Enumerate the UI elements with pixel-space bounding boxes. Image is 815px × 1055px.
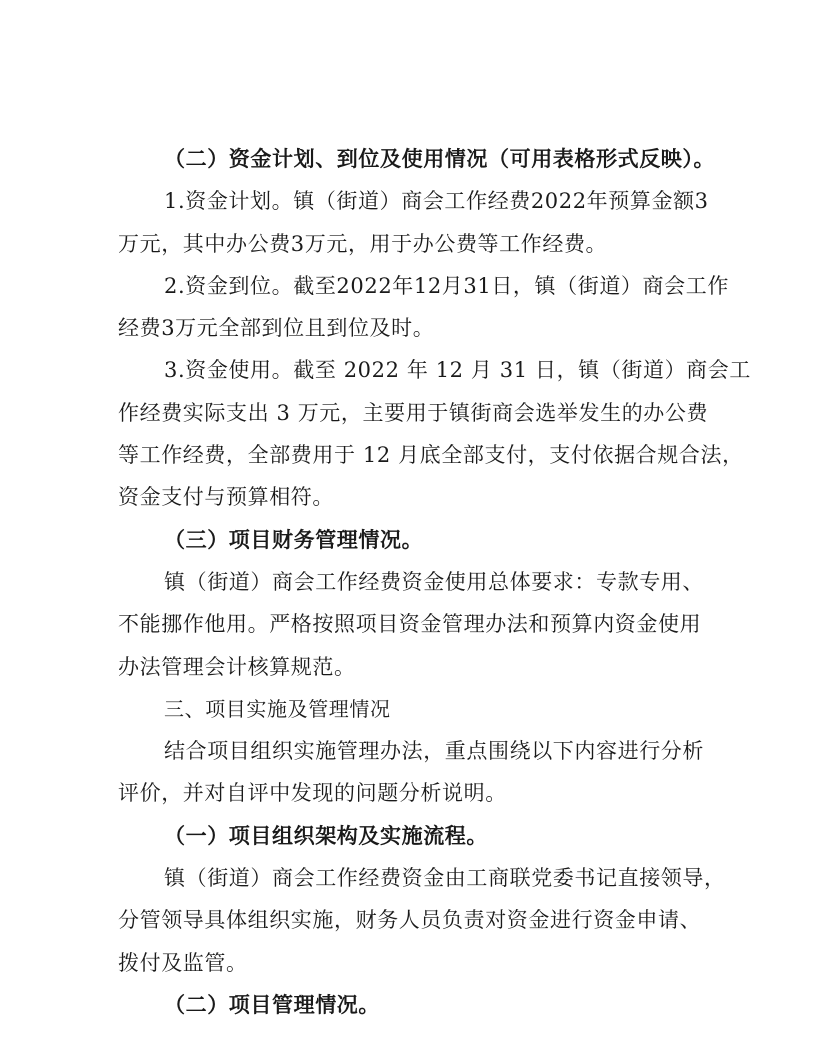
paragraph-line: 资金支付与预算相符。 [118, 485, 334, 510]
paragraph-line: 经费3万元全部到位且到位及时。 [118, 316, 435, 341]
paragraph-line: 结合项目组织实施管理办法，重点围绕以下内容进行分析 [164, 739, 704, 764]
paragraph-line: 2.资金到位。截至2022年12月31日，镇（街道）商会工作 [164, 273, 729, 298]
paragraph-line: 评价，并对自评中发现的问题分析说明。 [118, 781, 507, 806]
document-body [118, 138, 751, 1026]
section-heading-organization: （一）项目组织架构及实施流程。 [164, 822, 488, 848]
paragraph-line: 分管领导具体组织实施，财务人员负责对资金进行资金申请、 [118, 908, 702, 933]
chapter-heading-implementation: 三、项目实施及管理情况 [164, 696, 391, 721]
paragraph-line: 万元，其中办公费3万元，用于办公费等工作经费。 [118, 231, 608, 256]
paragraph-line: 办法管理会计核算规范。 [118, 654, 356, 679]
section-heading-funding-plan: （二）资金计划、到位及使用情况（可用表格形式反映）。 [164, 146, 716, 171]
section-heading-project-management: （二）项目管理情况。 [164, 991, 380, 1017]
section-heading-financial-management: （三）项目财务管理情况。 [164, 526, 424, 552]
paragraph-line: 3.资金使用。截至 2022 年 12 月 31 日，镇（街道）商会工 [164, 358, 751, 383]
paragraph-line: 镇（街道）商会工作经费资金由工商联党委书记直接领导， [164, 866, 726, 891]
paragraph-line: 等工作经费，全部费用于 12 月底全部支付，支付依据合规合法， [118, 443, 744, 468]
paragraph-line: 1.资金计划。镇（街道）商会工作经费2022年预算金额3 [164, 189, 709, 214]
paragraph-line: 作经费实际支出 3 万元，主要用于镇街商会选举发生的办公费 [118, 400, 709, 425]
paragraph-line: 不能挪作他用。严格按照项目资金管理办法和预算内资金使用 [118, 612, 702, 637]
paragraph-line: 拨付及监管。 [118, 950, 248, 975]
paragraph-line: 镇（街道）商会工作经费资金使用总体要求：专款专用、 [164, 569, 704, 594]
